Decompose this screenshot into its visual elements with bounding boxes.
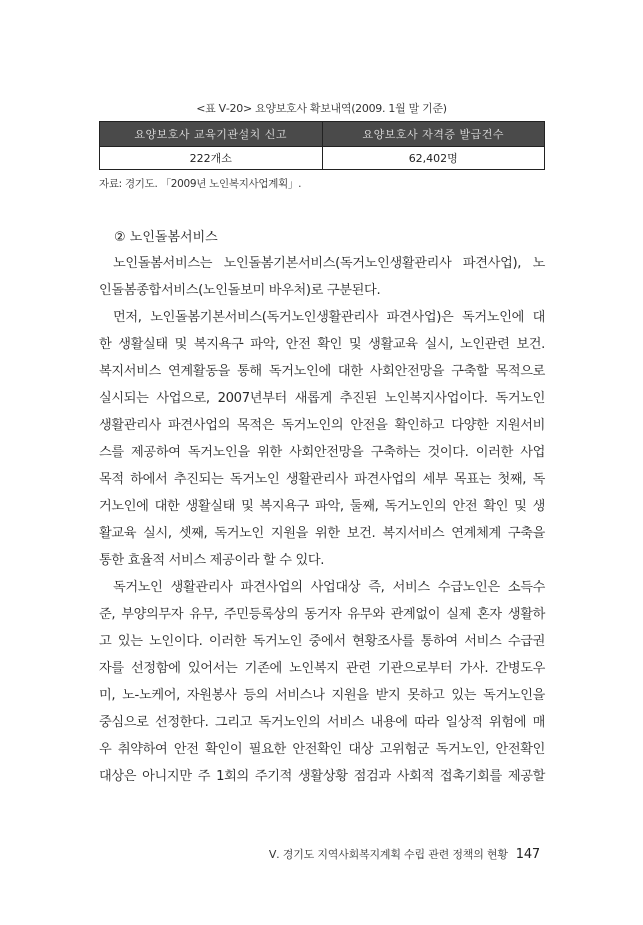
- text-line: 한 생활실태 및 복지욕구 파악, 안전 확인 및 생활교육 실시, 노인관련 보건.: [99, 337, 545, 352]
- table-caption: <표 Ⅴ-20> 요양보호사 확보내역(2009. 1월 말 기준): [196, 102, 447, 115]
- text-line: 자를 선정함에 있어서는 기존에 노인복지 관련 기관으로부터 가사. 간병도우: [99, 661, 545, 676]
- running-title: Ⅴ. 경기도 지역사회복지계획 수립 관련 정책의 현황: [268, 848, 508, 861]
- text-line: 실시되는 사업으로, 2007년부터 새롭게 추진된 노인복지사업이다. 독거노인: [99, 391, 545, 406]
- text-line: 우 취약하여 안전 확인이 필요한 안전확인 대상 고위험군 독거노인, 안전확인: [99, 742, 545, 757]
- table-header-cell: 요양보호사 교육기관설치 신고: [100, 122, 323, 147]
- text-line: 대상은 아니지만 주 1회의 주기적 생활상황 점검과 사회적 접촉기회를 제공할: [99, 769, 545, 784]
- table-cell: 62,402명: [322, 147, 545, 170]
- page-number: 147: [515, 847, 540, 862]
- table-cell: 222개소: [100, 147, 323, 170]
- text-line: 생활관리사 파견사업의 목적은 독거노인의 안전을 확인하고 다양한 지원서비: [99, 418, 545, 433]
- table-row: [100, 147, 545, 170]
- text-line: 스를 제공하여 독거노인을 위한 사회안전망을 구축하는 것이다. 이러한 사업: [99, 445, 545, 460]
- text-line: 인돌봄종합서비스(노인돌보미 바우처)로 구분된다.: [99, 283, 381, 298]
- table-header-row: [100, 122, 545, 147]
- text-line: 복지서비스 연계활동을 통해 독거노인에 대한 사회안전망을 구축할 목적으로: [99, 364, 545, 379]
- text-line: 고 있는 노인이다. 이러한 독거노인 중에서 현황조사를 통하여 서비스 수급권: [99, 634, 545, 649]
- caregiver-table: [99, 121, 545, 170]
- text-line: 목적 하에서 추진되는 독거노인 생활관리사 파견사업의 세부 목표는 첫째, 독: [99, 472, 545, 487]
- body-text: [99, 250, 545, 790]
- section-title: ② 노인돌봄서비스: [114, 230, 218, 245]
- text-line: 통한 효율적 서비스 제공이라 할 수 있다.: [99, 553, 325, 568]
- text-line: 미, 노-노케어, 자원봉사 등의 서비스나 지원을 받지 못하고 있는 독거노인을: [99, 688, 545, 703]
- page-footer: [269, 846, 540, 862]
- table-header-cell: 요양보호사 자격증 발급건수: [322, 122, 545, 147]
- text-line: 활교육 실시, 셋째, 독거노인 지원을 위한 보건. 복지서비스 연계체계 구축을: [99, 526, 545, 541]
- text-line: 먼저, 노인돌봄기본서비스(독거노인생활관리사 파견사업)은 독거노인에 대: [113, 310, 545, 325]
- table-source-note: 자료: 경기도. 「2009년 노인복지사업계획」.: [99, 178, 302, 190]
- text-line: 준, 부양의무자 유무, 주민등록상의 동거자 유무와 관계없이 실제 혼자 생활하: [99, 607, 545, 622]
- text-line: 중심으로 선정한다. 그리고 독거노인의 서비스 내용에 따라 일상적 위험에 매: [99, 715, 545, 730]
- text-line: 노인돌봄서비스는 노인돌봄기본서비스(독거노인생활관리사 파견사업), 노: [113, 256, 545, 271]
- text-line: 거노인에 대한 생활실태 및 복지욕구 파악, 둘째, 독거노인의 안전 확인 및 생: [99, 499, 545, 514]
- text-line: 독거노인 생활관리사 파견사업의 사업대상 즉, 서비스 수급노인은 소득수: [113, 580, 545, 595]
